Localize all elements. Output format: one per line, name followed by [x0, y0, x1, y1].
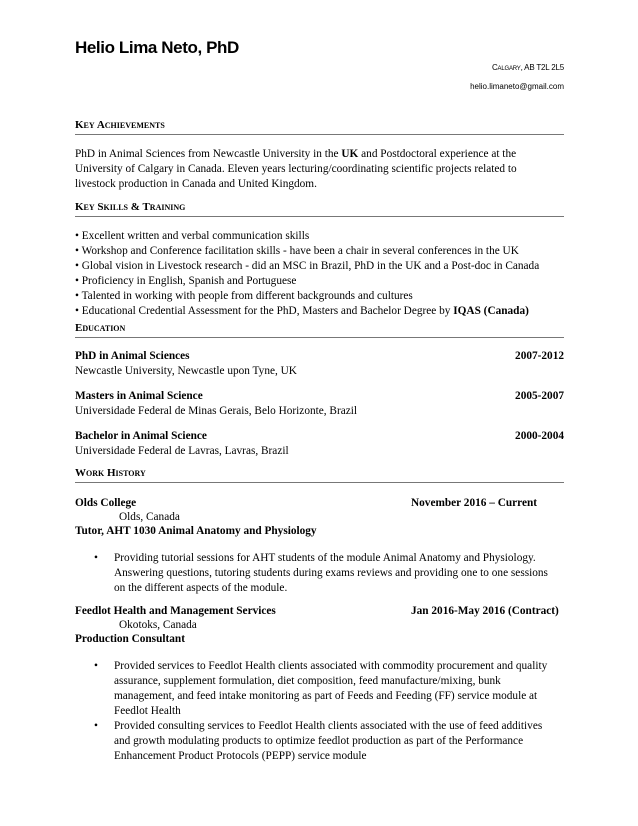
degree: Masters in Animal Science	[75, 390, 203, 402]
list-item: • Educational Credential Assessment for the PhD, Masters and Bachelor Degree by IQAS (Canada)	[75, 305, 529, 317]
skills-list	[75, 229, 564, 319]
job-employer: Feedlot Health and Management Services	[75, 605, 276, 617]
bullet-icon: •	[94, 552, 98, 564]
job-location: Okotoks, Canada	[119, 619, 197, 631]
job-dates: November 2016 – Current	[411, 497, 538, 509]
section-title-work: Work History	[75, 467, 564, 483]
years: 2000-2004	[515, 430, 564, 442]
section-title-achievements: Key Achievements	[75, 119, 564, 135]
job-bullets	[94, 659, 562, 764]
school: Universidade Federal de Minas Gerais, Belo Horizonte, Brazil	[75, 405, 358, 417]
school: Universidade Federal de Lavras, Lavras, Brazil	[75, 445, 289, 457]
school: Newcastle University, Newcastle upon Tyne, UK	[75, 365, 297, 377]
education-entry-bachelor	[75, 429, 564, 459]
years: 2005-2007	[515, 390, 564, 402]
years: 2007-2012	[515, 350, 564, 362]
address: Calgary, AB T2L 2L5	[491, 63, 564, 72]
list-item: • Proficiency in English, Spanish and Portuguese	[75, 275, 297, 287]
list-item: • Providing tutorial sessions for AHT students of the module Animal Anatomy and Physiology. Answering questions, tutoring students during exams reviews and providing one to one sessions on the different aspects of the module.	[94, 552, 548, 594]
job-bullets	[94, 551, 562, 596]
achievements-line-3: livestock production in Canada and United Kingdom.	[75, 178, 317, 190]
job-role: Tutor, AHT 1030 Animal Anatomy and Physiology	[75, 525, 317, 537]
list-item: • Workshop and Conference facilitation skills - have been a chair in several conferences in the UK	[75, 245, 519, 257]
bullet-icon: •	[94, 720, 98, 732]
job-dates: Jan 2016-May 2016 (Contract)	[411, 605, 559, 617]
job-role: Production Consultant	[75, 633, 185, 645]
section-title-skills: Key Skills & Training	[75, 201, 564, 217]
list-item: • Provided services to Feedlot Health clients associated with commodity procurement and quality assurance, supplement formulation, diet composition, feed manufacture/mixing, bunk management, and feed intake monitoring as part of Feeds and Feeding (FF) service module at Feedlot Health	[94, 660, 548, 717]
email[interactable]: helio.limaneto@gmail.com	[470, 82, 564, 91]
degree: PhD in Animal Sciences	[75, 350, 190, 362]
job-employer: Olds College	[75, 497, 137, 509]
education-entry-phd	[75, 349, 564, 379]
section-title-education: Education	[75, 322, 564, 338]
bullet-icon: •	[94, 660, 98, 672]
achievements-paragraph	[75, 147, 564, 192]
list-item: • Excellent written and verbal communication skills	[75, 230, 310, 242]
list-item: • Provided consulting services to Feedlot Health clients associated with the use of feed additives and growth modulating products to optimize feedlot production as part of the Performance Enhancement Product Protocols (PEPP) service module	[94, 720, 543, 762]
candidate-name: Helio Lima Neto, PhD	[75, 38, 239, 57]
job-location: Olds, Canada	[119, 511, 180, 523]
achievements-line-2: University of Calgary in Canada. Eleven years lecturing/coordinating scientific projects related to	[75, 163, 517, 175]
achievements-line-1: PhD in Animal Sciences from Newcastle University in the UK and Postdoctoral experience at the	[75, 148, 517, 160]
degree: Bachelor in Animal Science	[75, 430, 207, 442]
list-item: • Global vision in Livestock research - did an MSC in Brazil, PhD in the UK and a Post-doc in Canada	[75, 260, 540, 272]
education-entry-masters	[75, 389, 564, 419]
list-item: • Talented in working with people from different backgrounds and cultures	[75, 290, 413, 302]
